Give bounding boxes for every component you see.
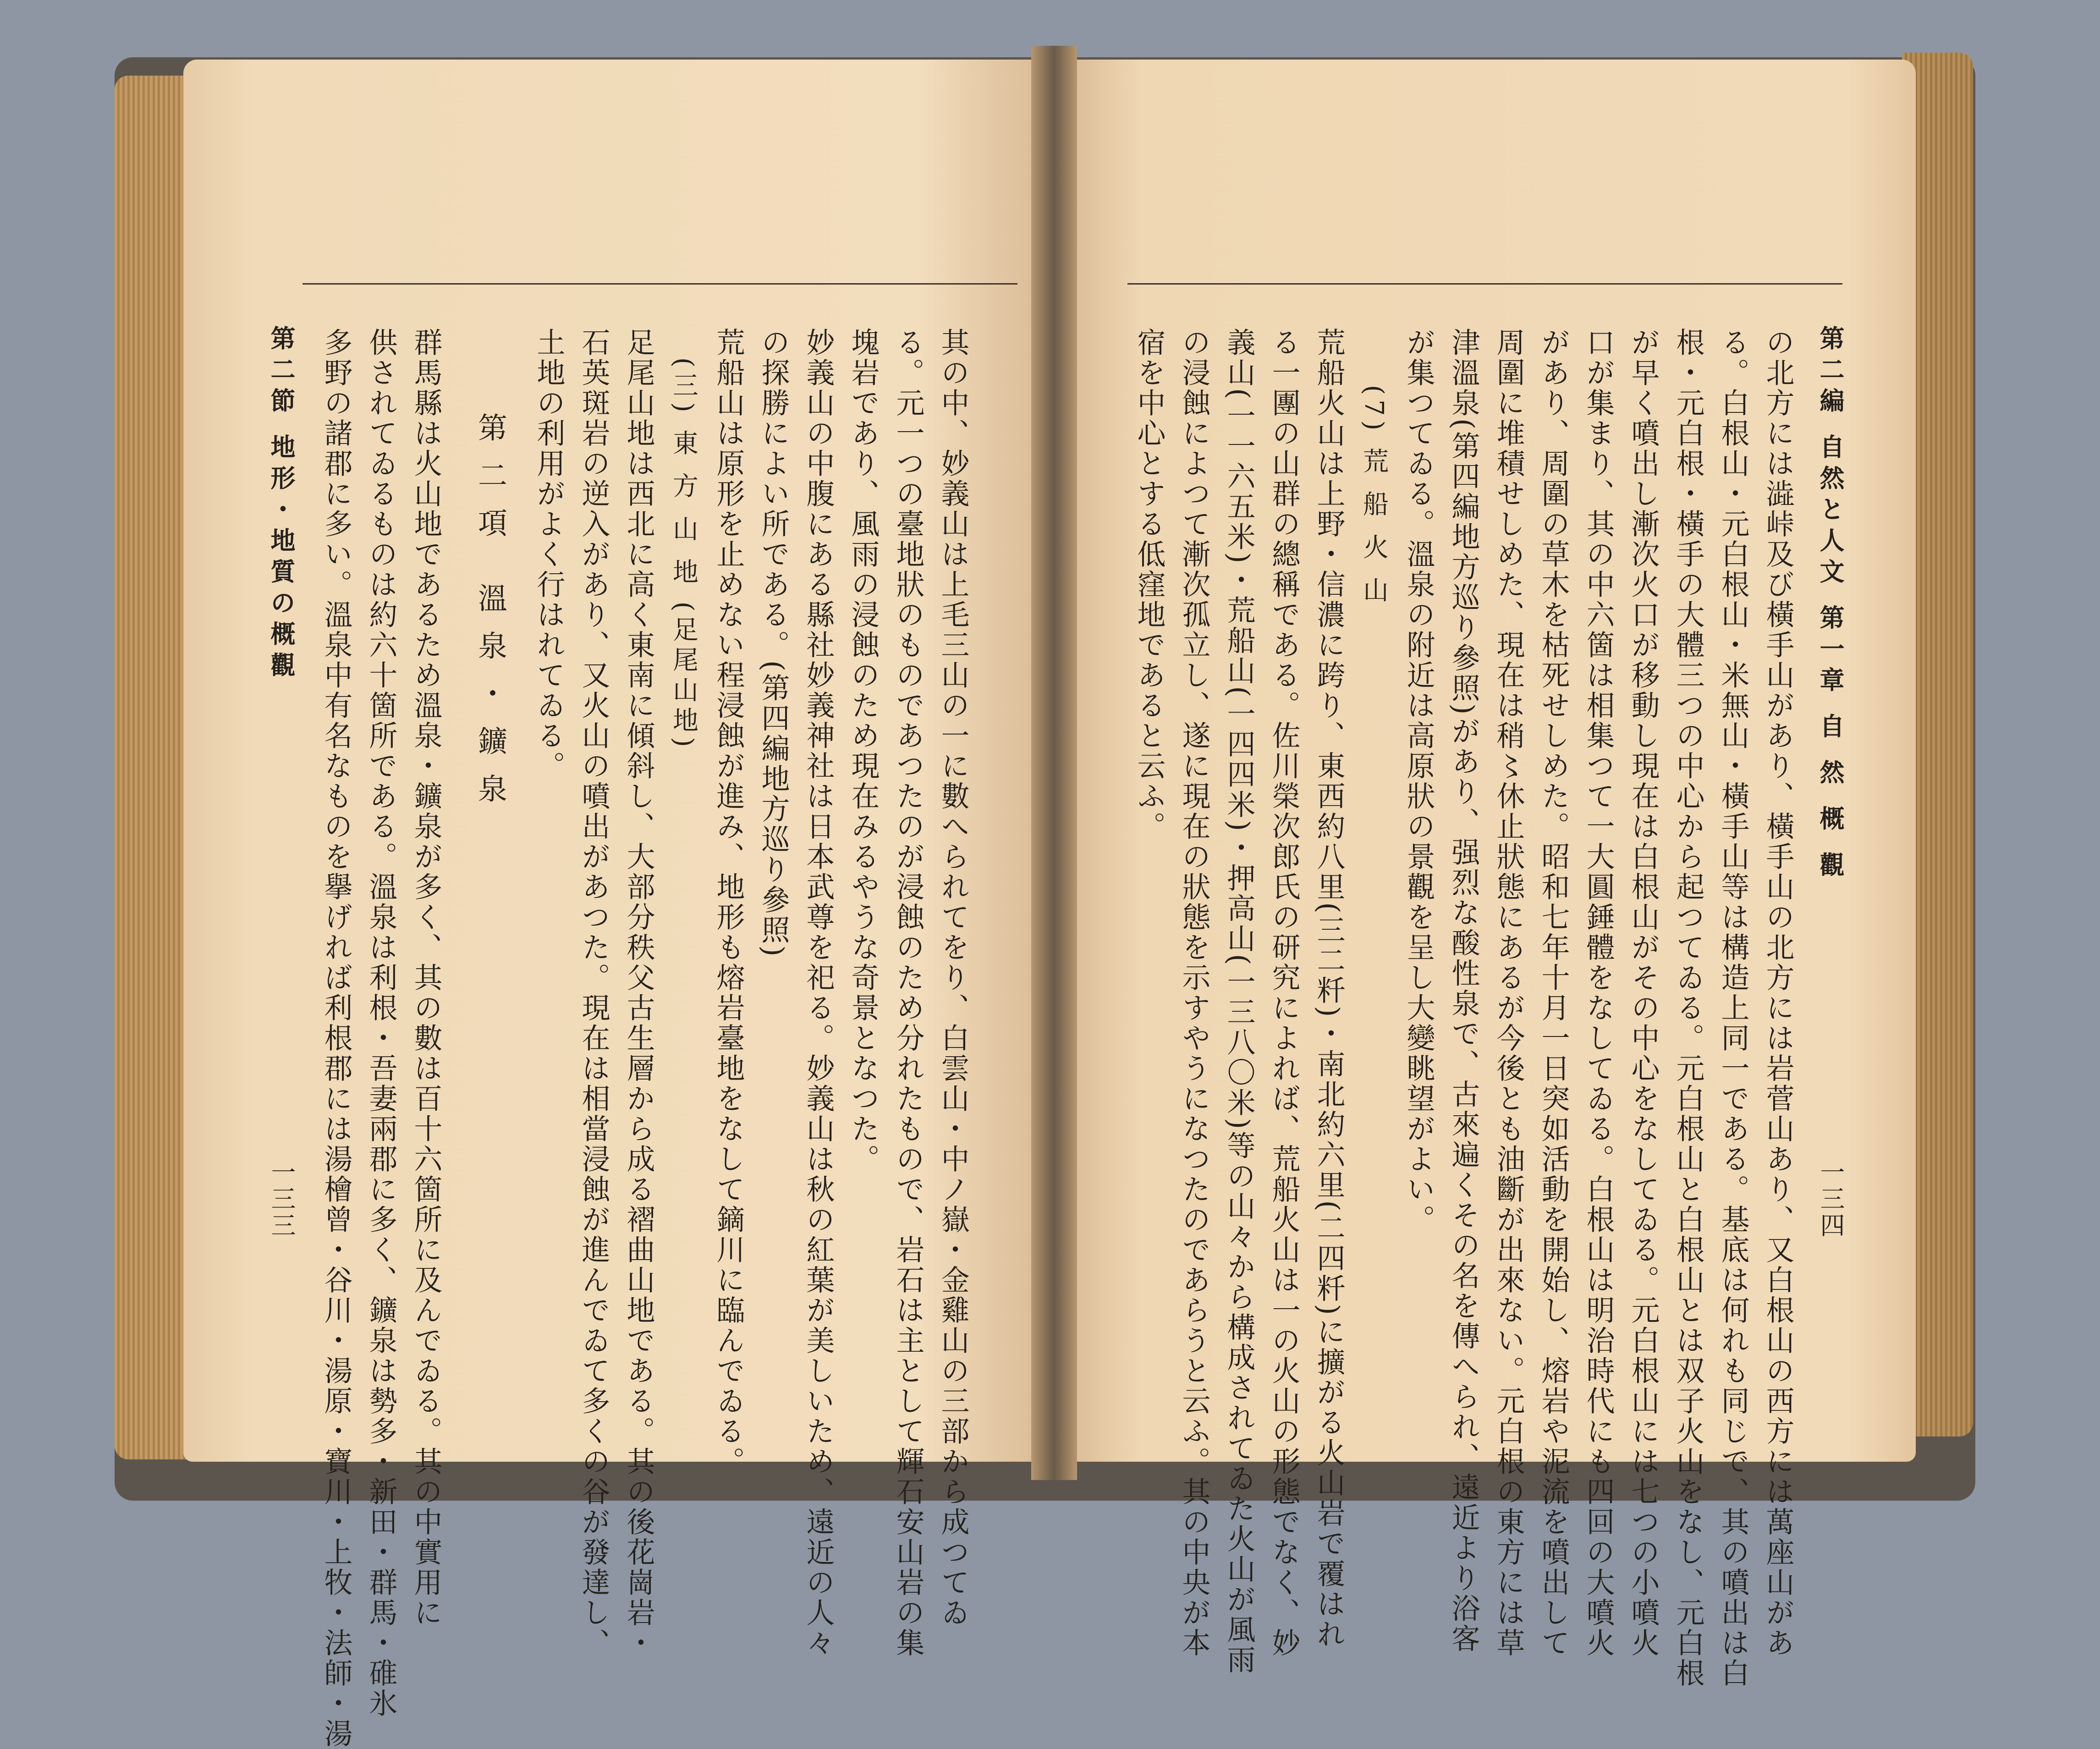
right-p1-line: 根・元白根・橫手の大體三つの中心から起つてゐる。元白根山と白根山とは双子火山をなし、元白根	[1671, 328, 1705, 1689]
book-gutter	[1031, 46, 1077, 1480]
right-p2-line: る一團の山群の總稱である。佐川榮次郎氏の研究によれば、荒船火山は一の火山の形態でなく、妙	[1267, 328, 1301, 1658]
right-p2-line: 荒船火山は上野・信濃に跨り、東西約八里(三二粁)・南北約六里(二四粁)に擴がる火山岩で覆はれ	[1312, 328, 1346, 1650]
left-p1-line: 塊岩であり、風雨の浸蝕のため現在みるやうな奇景となつた。	[847, 328, 880, 1174]
right-p2-line: 義山(一一六五米)・荒船山(一四四米)・押高山(一三八〇米)等の山々から構成されてゐた火山が風雨	[1222, 328, 1256, 1676]
right-header-rule	[1127, 283, 1842, 285]
right-p1-line: る。白根山・元白根山・米無山・橫手山等は構造上同一である。基底は何れも同じで、其の噴出は白	[1716, 328, 1750, 1689]
right-p1-line: の北方には澁峠及び橫手山があり、橫手山の北方には岩菅山あり、又白根山の西方には萬座山があ	[1761, 328, 1795, 1658]
left-section-heading: (三) 東 方 山 地 (足尾山地)	[669, 357, 698, 752]
left-p1-line: の探勝によい所である。(第四編地方巡り參照)	[757, 328, 790, 959]
right-p1-line: 周圍に堆積せしめた、現在は稍〻休止狀態にあるが今後とも油斷が出來ない。元白根の東方には草	[1492, 328, 1525, 1658]
left-p1-line: る。元一つの臺地狀のものであつたのが浸蝕のため分れたもので、岩石は主として輝石安山岩の集	[891, 328, 925, 1658]
left-p1-line: 妙義山の中腹にある縣社妙義神社は日本武尊を祀る。妙義山は秋の紅葉が美しいため、遠近の人々	[802, 328, 835, 1658]
left-p1-line: 其の中、妙義山は上毛三山の一に數へられてをり、白雲山・中ノ嶽・金雞山の三部から成つてゐ	[936, 328, 970, 1628]
left-p4-line: 供されてゐるものは約六十箇所である。溫泉は利根・吾妻兩郡に多く、鑛泉は勢多・新田・群馬・碓氷	[364, 328, 398, 1719]
left-item-heading: 第二項 溫泉・鑛泉	[473, 412, 507, 822]
left-p2-line: 荒船山は原形を止めない程浸蝕が進み、地形も熔岩臺地をなして鏑川に臨んでゐる。	[712, 328, 745, 1477]
right-p1-line: が集つてゐる。溫泉の附近は高原狀の景觀を呈し大變眺望がよい。	[1402, 328, 1435, 1235]
left-page-number: 一三三	[267, 1159, 296, 1239]
left-p4-line: 群馬縣は火山地であるため溫泉・鑛泉が多く、其の數は百十六箇所に及んでゐる。其の中實用に	[409, 328, 443, 1628]
right-p2-line: の浸蝕によつて漸次孤立し、遂に現在の狀態を示すやうになつたのであらうと云ふ。其の中央が本	[1177, 328, 1211, 1658]
right-p1-line: が早く噴出し漸次火口が移動し現在は白根山がその中心をなしてゐる。元白根山には七つの小噴火	[1627, 328, 1660, 1658]
right-p1-line: があり、周圍の草木を枯死せしめた。昭和七年十月一日突如活動を開始し、熔岩や泥流を噴出して	[1537, 328, 1570, 1658]
left-p4-line: 多野の諸郡に多い。溫泉中有名なものを擧げれば利根郡には湯檜曾・谷川・湯原・寶川・上牧・法師・湯	[319, 328, 353, 1749]
right-p2-line: 宿を中心とする低窪地であると云ふ。	[1132, 328, 1166, 842]
right-page-number: 一三四	[1816, 1159, 1845, 1239]
left-header-rule	[302, 283, 1017, 285]
right-p1-line: 津溫泉(第四編地方巡り參照)があり、强烈な酸性泉で、古來遍くその名を傳へられ、遠近より浴客	[1447, 328, 1480, 1654]
right-section-heading: (7) 荒 船 火 山	[1359, 385, 1389, 607]
right-running-head: 第二編 自然と人文 第一章 自 然 概 觀	[1816, 325, 1845, 883]
left-running-head: 第二節 地形・地質の概觀	[267, 325, 296, 683]
left-p3-line: 石英斑岩の逆入があり、又火山の噴出があつた。現在は相當浸蝕が進んでゐて多くの谷が發達し、	[577, 328, 610, 1658]
left-p3-line: 土地の利用がよく行はれてゐる。	[532, 328, 566, 781]
left-p3-line: 足尾山地は西北に高く東南に傾斜し、大部分秩父古生層から成る褶曲山地である。其の後花崗岩・	[622, 328, 655, 1658]
right-p1-line: 口が集まり、其の中六箇は相集つて一大圓錘體をなしてゐる。白根山は明治時代にも四回の大噴火	[1582, 328, 1615, 1658]
